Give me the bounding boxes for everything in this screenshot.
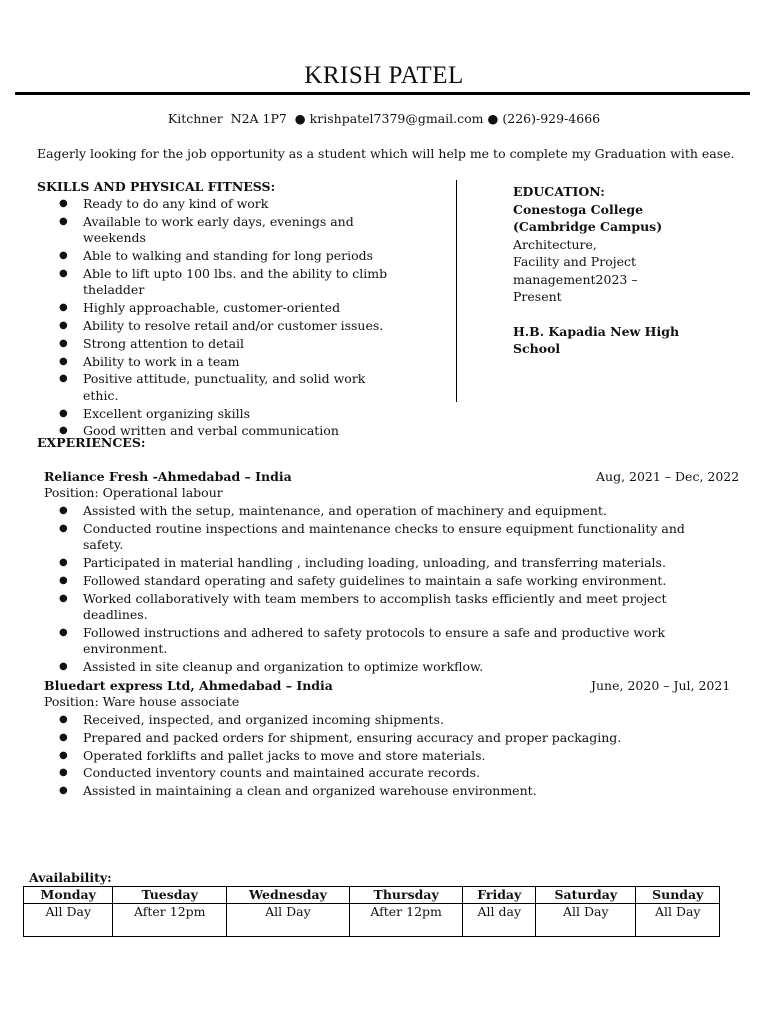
bullet-icon: ● [59, 355, 68, 367]
list-item [37, 765, 717, 782]
bullet-icon: ● [59, 749, 68, 761]
education-program-line-3: Present [513, 289, 562, 304]
availability-value: After 12pm [113, 904, 227, 937]
bullet-icon: ● [59, 267, 68, 279]
education-program-line-1: Architecture, [513, 236, 597, 252]
list-item-text: Excellent organizing skills [83, 405, 251, 421]
bullet-icon: ● [59, 574, 68, 586]
bullet-icon: ● [59, 785, 68, 797]
availability-day: Sunday [636, 887, 720, 904]
education-school-1: Conestoga College (Cambridge Campus) [513, 201, 663, 234]
list-item [37, 248, 397, 265]
list-item [37, 712, 717, 729]
list-item [37, 521, 717, 554]
list-item [37, 783, 717, 800]
list-item-text: Participated in material handling , including loading, unloading, and transferring materials. [83, 555, 666, 571]
header-divider [15, 92, 750, 95]
job-duties-list [37, 503, 717, 677]
contact-line: Kitchner N2A 1P7 ● krishpatel7379@gmail.com ● (226)-929-4666 [167, 111, 601, 126]
list-item [37, 406, 397, 423]
column-divider [456, 180, 457, 402]
education-program-line-2: Facility and Project management2023 – [513, 254, 638, 287]
bullet-icon: ● [59, 592, 68, 604]
job-position: Position: Operational labour [44, 485, 223, 500]
job-position: Position: Ware house associate [44, 694, 240, 709]
list-item-text: Able to walking and standing for long periods [83, 248, 374, 264]
availability-heading: Availability: [29, 870, 112, 885]
bullet-icon: ● [59, 661, 68, 673]
list-item-text: Ability to resolve retail and/or customer issues. [83, 317, 384, 333]
availability-value: All day [463, 904, 536, 937]
experiences-heading: EXPERIENCES: [37, 435, 146, 450]
bullet-icon: ● [59, 505, 68, 516]
list-item-text: Followed instructions and adhered to safety protocols to ensure a safe and productive work environment. [83, 624, 666, 657]
resume-name: KRISH PATEL [304, 62, 464, 89]
education-heading: EDUCATION: [513, 184, 605, 199]
list-item [37, 555, 717, 572]
list-item [37, 196, 397, 213]
availability-value: All Day [24, 904, 113, 937]
job-title: Bluedart express Ltd, Ahmedabad – India [44, 678, 333, 693]
job-title: Reliance Fresh -Ahmedabad – India [44, 469, 292, 484]
job-dates: June, 2020 – Jul, 2021 [591, 678, 731, 693]
list-item-text: Assisted in site cleanup and organization to optimize workflow. [83, 659, 484, 675]
bullet-icon: ● [59, 373, 68, 385]
bullet-icon: ● [59, 425, 68, 437]
list-item-text: Able to lift upto 100 lbs. and the ability to climb theladder [83, 265, 388, 298]
objective-text: Eagerly looking for the job opportunity as a student which will help me to complete my Graduation with ease. [37, 146, 735, 161]
job-duties-list [37, 712, 717, 801]
list-item [37, 748, 717, 765]
bullet-icon: ● [59, 626, 68, 638]
availability-day: Friday [463, 887, 536, 904]
list-item-text: Worked collaboratively with team members to accomplish tasks efficiently and meet project deadlines. [83, 590, 667, 623]
list-item-text: Followed standard operating and safety guidelines to maintain a safe working environment. [83, 572, 667, 588]
availability-table [23, 886, 720, 937]
education-school-2: H.B. Kapadia New High School [513, 323, 680, 356]
list-item-text: Strong attention to detail [83, 335, 245, 351]
list-item [37, 266, 397, 299]
bullet-icon: ● [59, 250, 68, 262]
list-item [37, 336, 397, 353]
bullet-icon: ● [59, 302, 68, 314]
bullet-icon: ● [59, 198, 68, 209]
list-item [37, 659, 717, 676]
list-item [37, 354, 397, 371]
list-item-text: Positive attitude, punctuality, and solid work ethic. [83, 371, 366, 403]
bullet-icon: ● [59, 337, 68, 349]
availability-day: Thursday [349, 887, 463, 904]
availability-value: All Day [636, 904, 720, 937]
bullet-icon: ● [59, 731, 68, 743]
list-item [37, 573, 717, 590]
skills-list [37, 196, 397, 441]
list-item-text: Assisted in maintaining a clean and organized warehouse environment. [83, 783, 537, 799]
availability-day: Tuesday [113, 887, 227, 904]
list-item-text: Received, inspected, and organized incoming shipments. [83, 712, 444, 727]
list-item [37, 214, 397, 247]
job-dates: Aug, 2021 – Dec, 2022 [596, 469, 740, 484]
list-item [37, 625, 717, 658]
list-item [37, 730, 717, 747]
availability-day: Saturday [536, 887, 636, 904]
availability-values-row [24, 904, 720, 937]
bullet-icon: ● [59, 557, 68, 569]
list-item-text: Operated forklifts and pallet jacks to move and store materials. [83, 747, 486, 763]
bullet-icon: ● [59, 319, 68, 331]
bullet-icon: ● [59, 522, 68, 534]
list-item-text: Available to work early days, evenings and weekends [83, 213, 354, 246]
list-item-text: Ability to work in a team [83, 353, 240, 369]
bullet-icon: ● [59, 714, 68, 725]
list-item-text: Good written and verbal communication [83, 423, 339, 439]
availability-day: Monday [24, 887, 113, 904]
list-item-text: Conducted routine inspections and maintenance checks to ensure equipment functionality and safety. [83, 520, 685, 553]
list-item [37, 371, 397, 404]
list-item [37, 300, 397, 317]
list-item-text: Highly approachable, customer-oriented [83, 300, 341, 316]
availability-day: Wednesday [226, 887, 349, 904]
availability-value: All Day [536, 904, 636, 937]
education-section [513, 183, 723, 358]
availability-value: After 12pm [349, 904, 463, 937]
list-item-text: Conducted inventory counts and maintained accurate records. [83, 765, 481, 781]
list-item-text: Ready to do any kind of work [83, 196, 269, 211]
bullet-icon: ● [59, 767, 68, 779]
bullet-icon: ● [59, 407, 68, 419]
list-item [37, 503, 717, 520]
bullet-icon: ● [59, 215, 68, 227]
skills-heading: SKILLS AND PHYSICAL FITNESS: [37, 179, 276, 194]
list-item-text: Assisted with the setup, maintenance, and operation of machinery and equipment. [83, 503, 607, 518]
list-item [37, 591, 717, 624]
availability-value: All Day [226, 904, 349, 937]
availability-header-row [24, 887, 720, 904]
list-item-text: Prepared and packed orders for shipment, ensuring accuracy and proper packaging. [83, 729, 622, 745]
list-item [37, 318, 397, 335]
